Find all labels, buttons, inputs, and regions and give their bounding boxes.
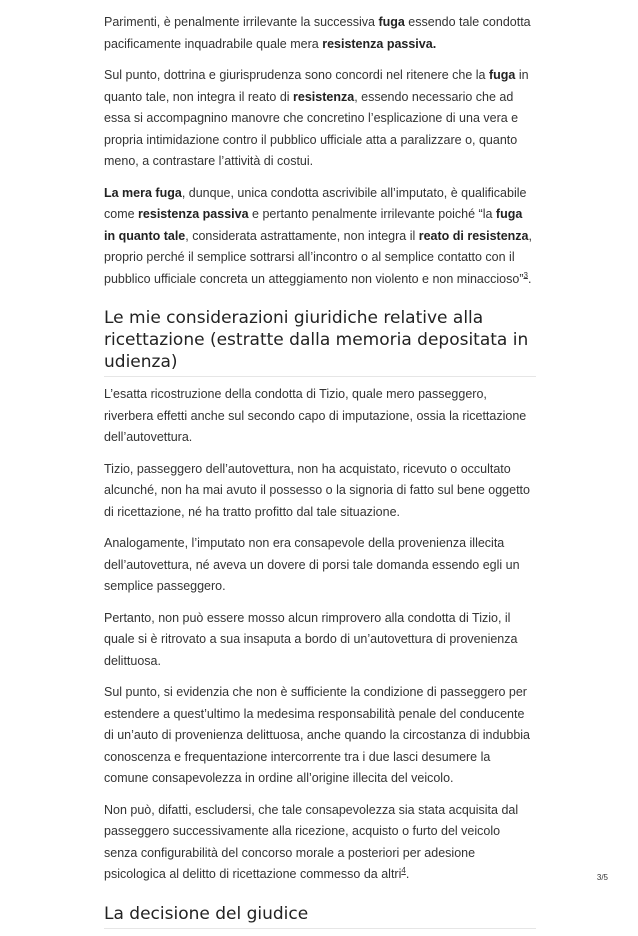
section-heading: La decisione del giudice <box>104 903 536 929</box>
bold-text: fuga in quanto tale <box>104 207 523 243</box>
bold-text: resistenza <box>293 89 355 104</box>
paragraph: Parimenti, è penalmente irrilevante la successiva fuga essendo tale condotta pacificamente inquadrabile quale mera resistenza passiva. <box>104 15 531 51</box>
bold-text: reato di resistenza <box>418 228 529 243</box>
footnote-link-3[interactable]: 3 <box>523 270 528 280</box>
bold-text: fuga <box>488 68 516 82</box>
bold-text: fuga <box>378 15 405 29</box>
paragraph: L’esatta ricostruzione della condotta di Tizio, quale mero passeggero, riverbera effetti anche sul secondo capo di imputazione, ossia la ricettazione dell’autovettura. <box>104 387 527 444</box>
paragraph: Tizio, passeggero dell’autovettura, non ha acquistato, ricevuto o occultato alcunché, non ha mai avuto il possesso o la signoria di fatto sul bene oggetto di ricettazione, né ha tratto profitto dal tale situazione. <box>104 461 530 519</box>
paragraph: Sul punto, dottrina e giurisprudenza sono concordi nel ritenere che la fuga in quanto tale, non integra il reato di resistenza, essendo necessario che ad essa si accompagnino manovre che concretino l’esplicazione di una vera e propria intimidazione contro il pubblico ufficiale atta a paralizzare o, quanto meno, a contrastare l’attività di costui. <box>104 68 529 168</box>
bold-text: resistenza passiva. <box>322 36 437 51</box>
paragraph: Non può, difatti, escludersi, che tale consapevolezza sia stata acquisita dal passeggero successivamente alla ricezione, acquisto o furto del veicolo senza configurabilità del concorso morale a posteriori per adesione psicologica al delitto di ricettazione commesso da altri$^4$. <box>104 802 519 881</box>
paragraph: Analogamente, l’imputato non era consapevole della provenienza illecita dell’autovettura, né aveva un dovere di porsi tale domanda essendo egli un semplice passeggero. <box>104 536 520 593</box>
bold-text: resistenza passiva <box>138 207 249 221</box>
paragraph: Sul punto, si evidenzia che non è sufficiente la condizione di passeggero per estendere a quest’ultimo la medesima responsabilità penale del conducente di un’auto di provenienza delittuosa, anche quando la circostanza di indubbia conoscenza e frequentazione intercorrente tra i due lasci desumere la comune consapevolezza in ordine all’origine illecita del veicolo. <box>104 685 530 785</box>
paragraph: Pertanto, non può essere mosso alcun rimprovero alla condotta di Tizio, il quale si è ritrovato a sua insaputa a bordo di un’autovettura di provenienza delittuosa. <box>104 610 518 668</box>
paragraph: La mera fuga, dunque, unica condotta ascrivibile all’imputato, è qualificabile come resistenza passiva e pertanto penalmente irrilevante poiché “la fuga in quanto tale, considerata astrattamente, non integra il reato di resistenza, proprio perché il semplice sottrarsi all’incontro o al semplice contatto con il pubblico ufficiale concreta un atteggiamento non violento e non minaccioso”$^3$. <box>104 185 532 286</box>
page-number: 3/5 <box>596 873 608 882</box>
section-heading: Le mie considerazioni giuridiche relative alla ricettazione (estratte dalla memoria depositata in udienza) <box>104 307 536 377</box>
bold-text: La mera fuga <box>104 185 182 200</box>
document-body <box>104 12 536 936</box>
footnote-link-4[interactable]: 4 <box>401 865 406 875</box>
